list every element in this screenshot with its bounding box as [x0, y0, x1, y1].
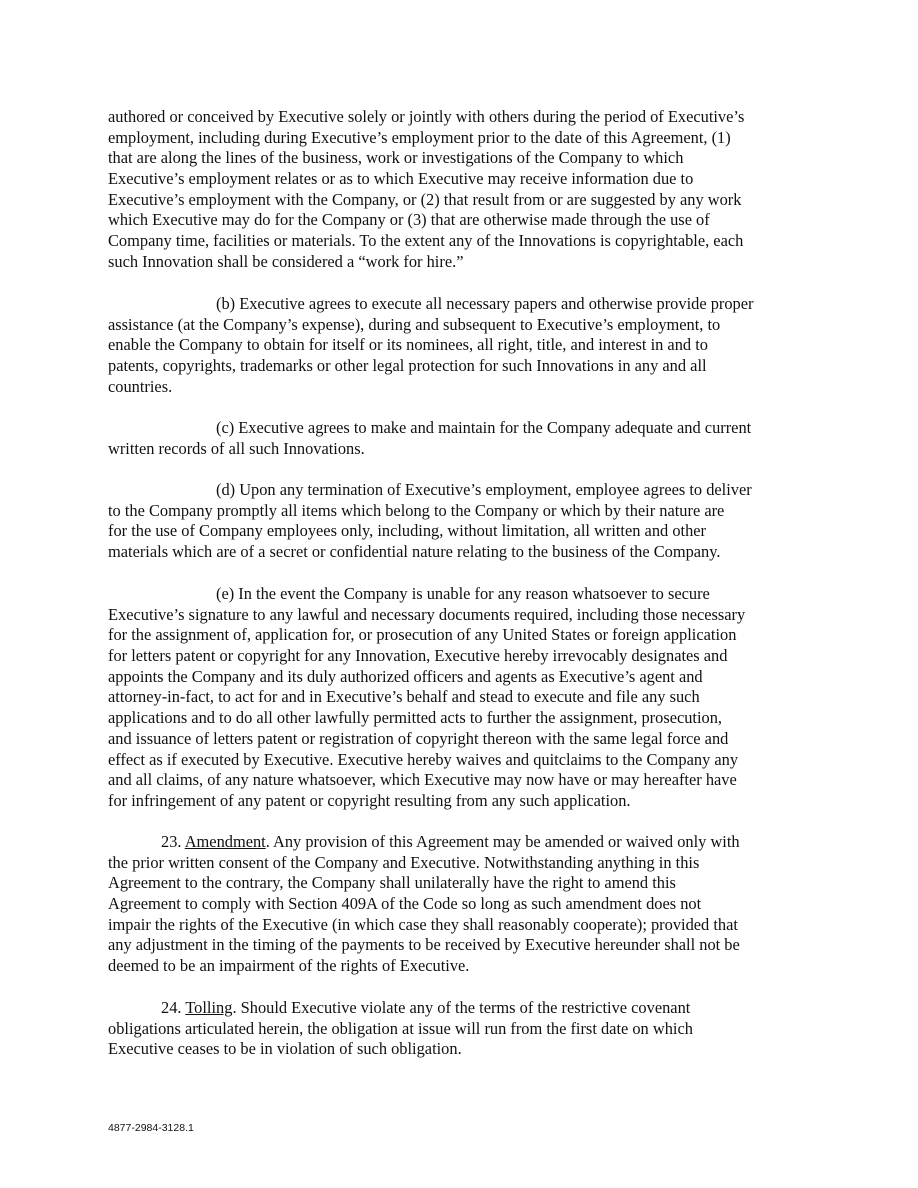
text-line: the prior written consent of the Company and Executive. Notwithstanding anything in this [108, 852, 700, 872]
paragraph-b [108, 294, 813, 397]
text-line: authored or conceived by Executive solely or jointly with others during the period of Executive’s [108, 107, 745, 126]
section-heading-line [108, 832, 813, 853]
section-number: 24. [161, 998, 182, 1017]
paragraph-innovations-continued [108, 107, 813, 273]
text-line: Executive’s employment with the Company, or (2) that result from or are suggested by any work [108, 189, 742, 209]
text-line: and all claims, of any nature whatsoever, which Executive may now have or may hereafter have [108, 770, 737, 790]
text-line: any adjustment in the timing of the payments to be received by Executive hereunder shall not be [108, 935, 740, 955]
text-line: enable the Company to obtain for itself or its nominees, all right, title, and interest in and to [108, 335, 708, 355]
paragraph-c [108, 418, 813, 459]
text-line: Company time, facilities or materials. To the extent any of the Innovations is copyrightable, each [108, 231, 744, 251]
text-line: Executive’s signature to any lawful and necessary documents required, including those necessary [108, 604, 746, 624]
text-line: patents, copyrights, trademarks or other legal protection for such Innovations in any and all [108, 356, 707, 376]
section-heading-line [108, 998, 813, 1019]
text-line: employment, including during Executive’s employment prior to the date of this Agreement, (1) [108, 127, 731, 147]
text-line: for infringement of any patent or copyright resulting from any such application. [108, 790, 631, 810]
text-span: . Any provision of this Agreement may be amended or waived only with [265, 832, 740, 851]
text-line: Executive ceases to be in violation of such obligation. [108, 1039, 462, 1059]
text-line: appoints the Company and its duly authorized officers and agents as Executive’s agent and [108, 666, 703, 686]
text-line: to the Company promptly all items which belong to the Company or which by their nature are [108, 500, 725, 520]
paragraph-d [108, 480, 813, 563]
text-line: applications and to do all other lawfully permitted acts to further the assignment, prosecution, [108, 708, 723, 728]
text-line: (b) Executive agrees to execute all necessary papers and otherwise provide proper [216, 294, 754, 313]
text-line: assistance (at the Company’s expense), during and subsequent to Executive’s employment, to [108, 314, 721, 334]
section-heading: Amendment [184, 832, 266, 851]
section-24-tolling [108, 998, 813, 1060]
text-line: (d) Upon any termination of Executive’s employment, employee agrees to deliver [216, 480, 752, 499]
section-heading: Tolling [185, 998, 233, 1017]
text-line: effect as if executed by Executive. Executive hereby waives and quitclaims to the Company any [108, 749, 739, 769]
text-line: countries. [108, 376, 173, 396]
text-line: which Executive may do for the Company or (3) that are otherwise made through the use of [108, 210, 710, 230]
text-line: Executive’s employment relates or as to which Executive may receive information due to [108, 169, 694, 189]
text-line: Agreement to the contrary, the Company shall unilaterally have the right to amend this [108, 873, 676, 893]
section-23-amendment [108, 832, 813, 977]
text-line: written records of all such Innovations. [108, 438, 365, 458]
text-line: Agreement to comply with Section 409A of the Code so long as such amendment does not [108, 894, 702, 914]
text-span: . Should Executive violate any of the terms of the restrictive covenant [232, 998, 691, 1017]
text-line: deemed to be an impairment of the rights of Executive. [108, 956, 470, 976]
document-id-footer: 4877-2984-3128.1 [108, 1122, 194, 1134]
text-line: obligations articulated herein, the obligation at issue will run from the first date on which [108, 1018, 693, 1038]
text-line: for the assignment of, application for, or prosecution of any United States or foreign application [108, 625, 737, 645]
section-number: 23. [161, 832, 182, 851]
text-line: impair the rights of the Executive (in which case they shall reasonably cooperate); provided that [108, 914, 738, 934]
text-line: and issuance of letters patent or registration of copyright thereon with the same legal force and [108, 728, 729, 748]
text-line: such Innovation shall be considered a “work for hire.” [108, 251, 464, 271]
text-line: that are along the lines of the business, work or investigations of the Company to which [108, 148, 684, 168]
text-line: (c) Executive agrees to make and maintain for the Company adequate and current [216, 418, 752, 437]
text-line: (e) In the event the Company is unable for any reason whatsoever to secure [216, 584, 710, 603]
text-line: materials which are of a secret or confidential nature relating to the business of the Company. [108, 542, 721, 562]
text-line: attorney-in-fact, to act for and in Executive’s behalf and stead to execute and file any such [108, 687, 700, 707]
text-line: for the use of Company employees only, including, without limitation, all written and other [108, 521, 706, 541]
paragraph-e [108, 584, 813, 812]
text-line: for letters patent or copyright for any Innovation, Executive hereby irrevocably designates and [108, 646, 728, 666]
